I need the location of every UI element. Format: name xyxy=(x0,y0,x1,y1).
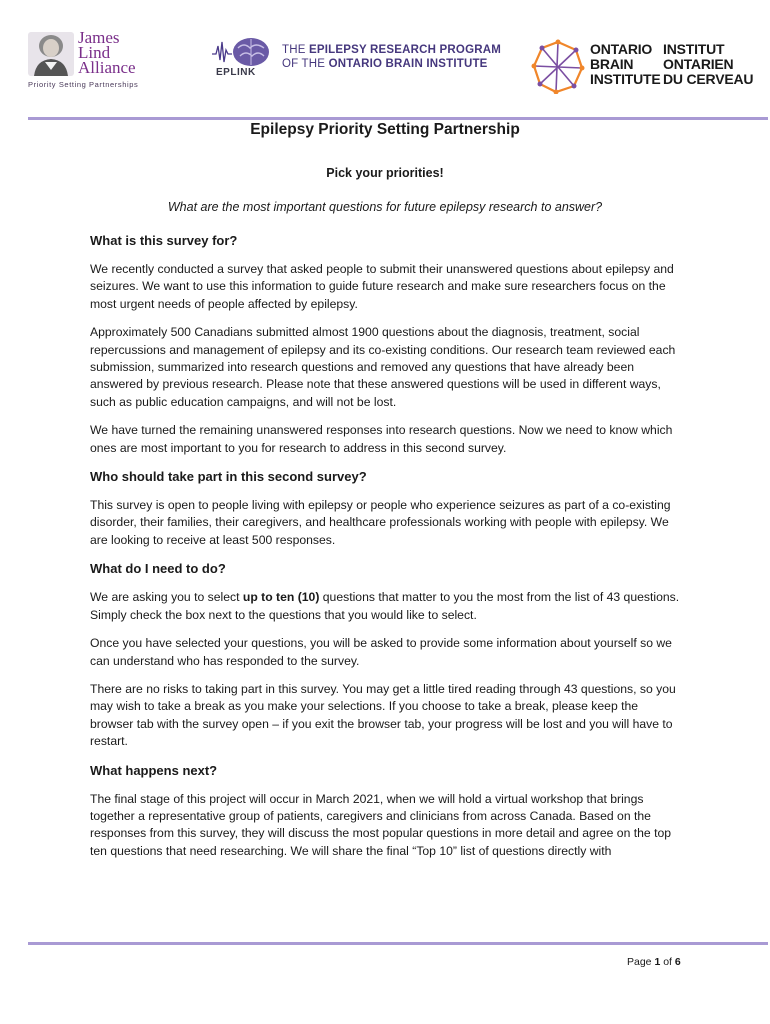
brain-icon xyxy=(212,36,272,68)
eplink-program-name: EPILEPSY RESEARCH PROGRAM xyxy=(309,44,502,56)
james-lind-alliance-logo xyxy=(28,30,148,92)
obi-french-name xyxy=(663,42,753,87)
eplink-prefix: THE xyxy=(282,44,309,56)
emphasis: up to ten (10) xyxy=(242,590,320,605)
lead-question: What are the most important questions for future epilepsy research to answer? xyxy=(167,200,603,214)
obi-name-line: ONTARIO xyxy=(590,41,653,57)
text-run: questions that matter to you the most from the list of 43 questions. Simply check the box next to the questions that you would like to select. xyxy=(90,590,680,622)
portrait-icon xyxy=(28,32,74,76)
ontario-brain-institute-logo xyxy=(530,38,760,94)
section-heading: What is this survey for? xyxy=(90,233,238,248)
jla-name xyxy=(78,30,158,75)
paragraph xyxy=(90,589,684,624)
obi-name-line: ONTARIEN xyxy=(663,56,734,72)
jla-tagline: Priority Setting Partnerships xyxy=(28,80,139,89)
jla-name-line: Lind xyxy=(78,43,111,62)
paragraph: We recently conducted a survey that asked people to submit their unanswered questions about epilepsy and seizures. We want to use this information to guide future research and make sure researchers focus on the most urgent needs of people affected by epilepsy. xyxy=(90,262,674,311)
page-label: Page xyxy=(627,956,652,968)
page-header xyxy=(0,0,770,118)
text-run: We are asking you to select xyxy=(90,590,243,605)
of-label: of xyxy=(663,956,672,968)
jla-name-line: Alliance xyxy=(78,58,136,77)
eplink-title-line1 xyxy=(282,44,501,56)
total-pages: 6 xyxy=(674,956,681,968)
jla-name-line: James xyxy=(78,28,120,47)
section-heading: What do I need to do? xyxy=(90,561,226,577)
eplink-wordmark: EPLINK xyxy=(216,67,256,78)
paragraph: The final stage of this project will occur in March 2021, when we will hold a virtual workshop that brings together a representative group of patients, caregivers and clinicians from across Canada. Based on the responses from this survey, they will discuss the most popular questions in more detail and agree on the top ten questions that need researching. We will share the final “Top 10” list of questions directly with xyxy=(90,791,672,858)
eplink-logo xyxy=(212,36,512,80)
current-page: 1 xyxy=(654,956,661,968)
obi-english-name xyxy=(590,42,661,87)
page-number xyxy=(627,956,681,968)
eplink-prefix: OF THE xyxy=(282,58,329,70)
obi-name-line: BRAIN xyxy=(590,56,634,72)
footer-divider xyxy=(28,942,768,945)
section-heading: What happens next? xyxy=(90,762,218,778)
paragraph: Once you have selected your questions, you will be asked to provide some information about yourself so we can understand who has responded to the survey. xyxy=(90,636,672,668)
page-subtitle: Pick your priorities! xyxy=(326,166,444,180)
obi-network-icon xyxy=(530,38,586,94)
paragraph: We have turned the remaining unanswered responses into research questions. Now we need to know which ones are most important to you for research to address in this second survey. xyxy=(90,423,673,455)
paragraph: There are no risks to taking part in this survey. You may get a little tired reading through 43 questions, so you may wish to take a break as you make your selections. If you choose to take a break, please keep the browser tab with the survey open – if you exit the browser tab, your progress will be lost and you will have to restart. xyxy=(90,681,676,749)
paragraph: This survey is open to people living with epilepsy or people who experience seizures as part of a co-existing disorder, their families, their caregivers, and healthcare professionals working with people with epilepsy. We are looking to receive at least 500 responses. xyxy=(90,498,671,547)
document-body xyxy=(90,232,684,871)
obi-name-line: DU CERVEAU xyxy=(663,71,754,87)
eplink-title-line2 xyxy=(282,58,488,70)
header-divider xyxy=(28,117,768,120)
obi-name-line: INSTITUTE xyxy=(590,71,661,87)
obi-name-line: INSTITUT xyxy=(663,41,725,57)
eplink-institute-name: ONTARIO BRAIN INSTITUTE xyxy=(328,58,488,70)
section-heading: Who should take part in this second survey? xyxy=(90,469,367,485)
paragraph: Approximately 500 Canadians submitted almost 1900 questions about the diagnosis, treatment, social repercussions and management of epilepsy and its co-existing conditions. Our research team reviewed each submission, summarized into research questions and removed any questions that have already been answered by previous research. Please note that these answered questions will be used in different ways, such as public education campaigns, and will not be lost. xyxy=(90,325,676,409)
page-title: Epilepsy Priority Setting Partnership xyxy=(250,121,520,138)
